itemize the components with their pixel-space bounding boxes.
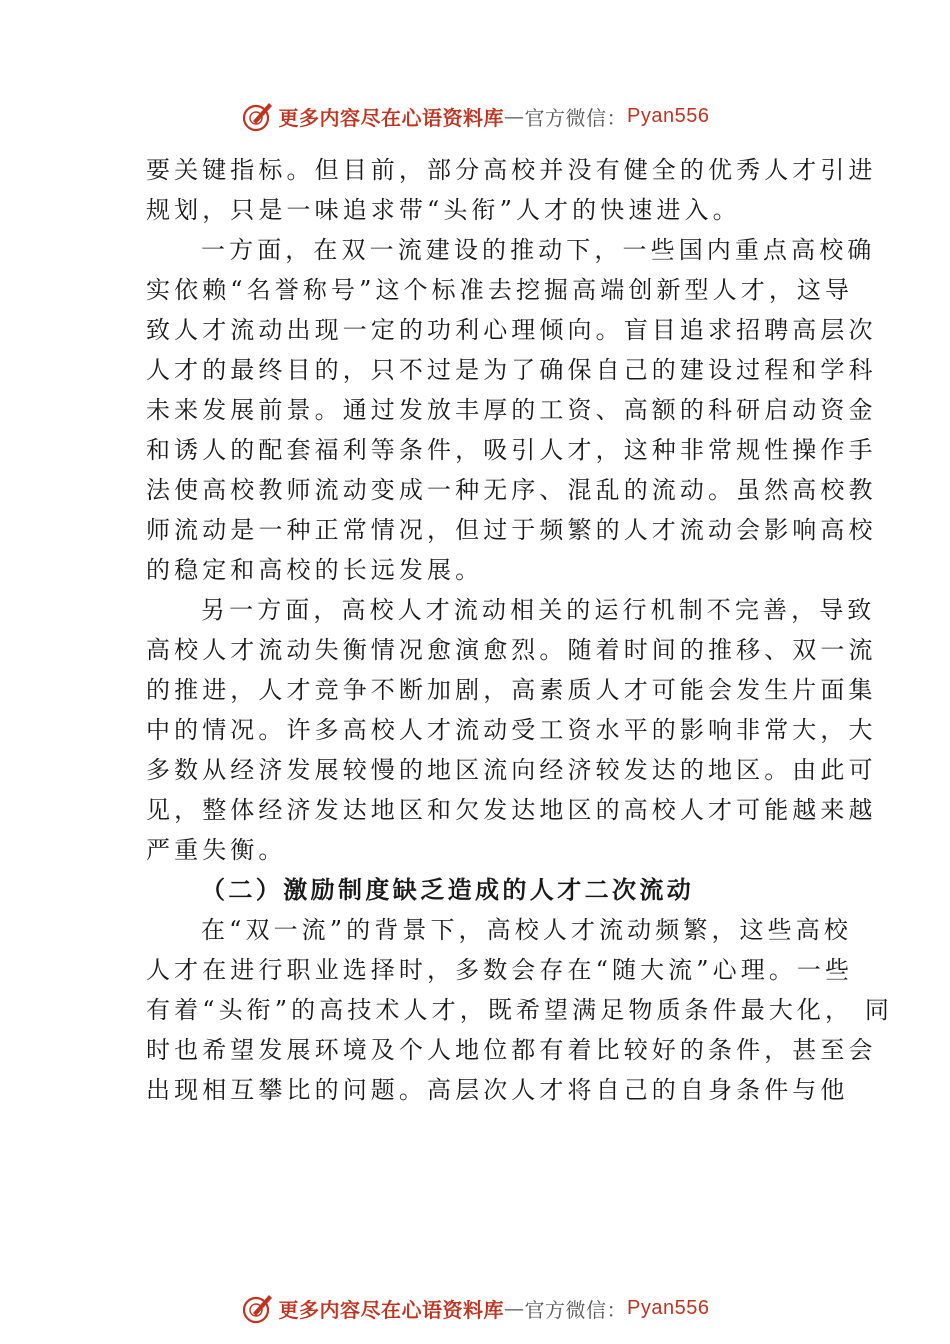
text-line: 要关键指标。但目前，部分高校并没有健全的优秀人才引进 (146, 156, 877, 184)
text-line: 人才在进行职业选择时，多数会存在“随大流”心理。一些 (146, 956, 854, 984)
banner-separator: — (504, 1296, 525, 1320)
banner-separator: — (504, 104, 525, 128)
text-line: 严重失衡。 (146, 836, 287, 864)
section-heading: （二）激励制度缺乏造成的人才二次流动 (201, 875, 695, 904)
banner-wechat-label: 官方微信： (524, 105, 628, 130)
text-line: 致人才流动出现一定的功利心理倾向。盲目追求招聘高层次 (146, 316, 877, 344)
paragraph-start: 在“双一流”的背景下，高校人才流动频繁，这些高校 (201, 916, 852, 944)
text-line: 法使高校教师流动变成一种无序、混乱的流动。虽然高校教 (146, 476, 877, 504)
text-line: 的稳定和高校的长远发展。 (146, 556, 484, 584)
document-body (146, 150, 893, 1110)
text-line: 和诱人的配套福利等条件，吸引人才，这种非常规性操作手 (146, 436, 877, 464)
banner-main-text: 更多内容尽在心语资料库 (278, 105, 505, 130)
text-line: 规划，只是一味追求带“头衔”人才的快速进入。 (146, 196, 741, 224)
banner-wechat-label: 官方微信： (524, 1297, 628, 1322)
text-line: 时也希望发展环境及个人地位都有着比较好的条件，甚至会 (146, 1036, 877, 1064)
banner-wechat-id: Pyan556 (627, 104, 710, 127)
text-line: 高校人才流动失衡情况愈演愈烈。随着时间的推移、双一流 (146, 636, 877, 664)
text-line: 未来发展前景。通过发放丰厚的工资、高额的科研启动资金 (146, 396, 877, 424)
text-line: 人才的最终目的，只不过是为了确保自己的建设过程和学科 (146, 356, 877, 384)
text-line: 实依赖“名誉称号”这个标准去挖掘高端创新型人才，这导 (146, 276, 854, 304)
text-line: 出现相互攀比的问题。高层次人才将自己的自身条件与他 (146, 1076, 849, 1104)
text-line: 有着“头衔”的高技术人才，既希望满足物质条件最大化， 同 (146, 996, 893, 1024)
pen-circle-icon (241, 99, 275, 133)
text-line: 的推进，人才竞争不断加剧，高素质人才可能会发生片面集 (146, 676, 877, 704)
header-banner (0, 96, 950, 136)
text-line: 中的情况。许多高校人才流动受工资水平的影响非常大，大 (146, 716, 877, 744)
banner-main-text: 更多内容尽在心语资料库 (278, 1297, 505, 1322)
footer-banner (0, 1288, 950, 1328)
banner-wechat-id: Pyan556 (627, 1296, 710, 1319)
paragraph-start: 一方面，在双一流建设的推动下，一些国内重点高校确 (201, 236, 876, 264)
text-line: 多数从经济发展较慢的地区流向经济较发达的地区。由此可 (146, 756, 877, 784)
text-line: 师流动是一种正常情况，但过于频繁的人才流动会影响高校 (146, 516, 877, 544)
pen-circle-icon (241, 1291, 275, 1325)
text-line: 见，整体经济发达地区和欠发达地区的高校人才可能越来越 (146, 796, 877, 824)
paragraph-start: 另一方面，高校人才流动相关的运行机制不完善，导致 (201, 596, 876, 624)
